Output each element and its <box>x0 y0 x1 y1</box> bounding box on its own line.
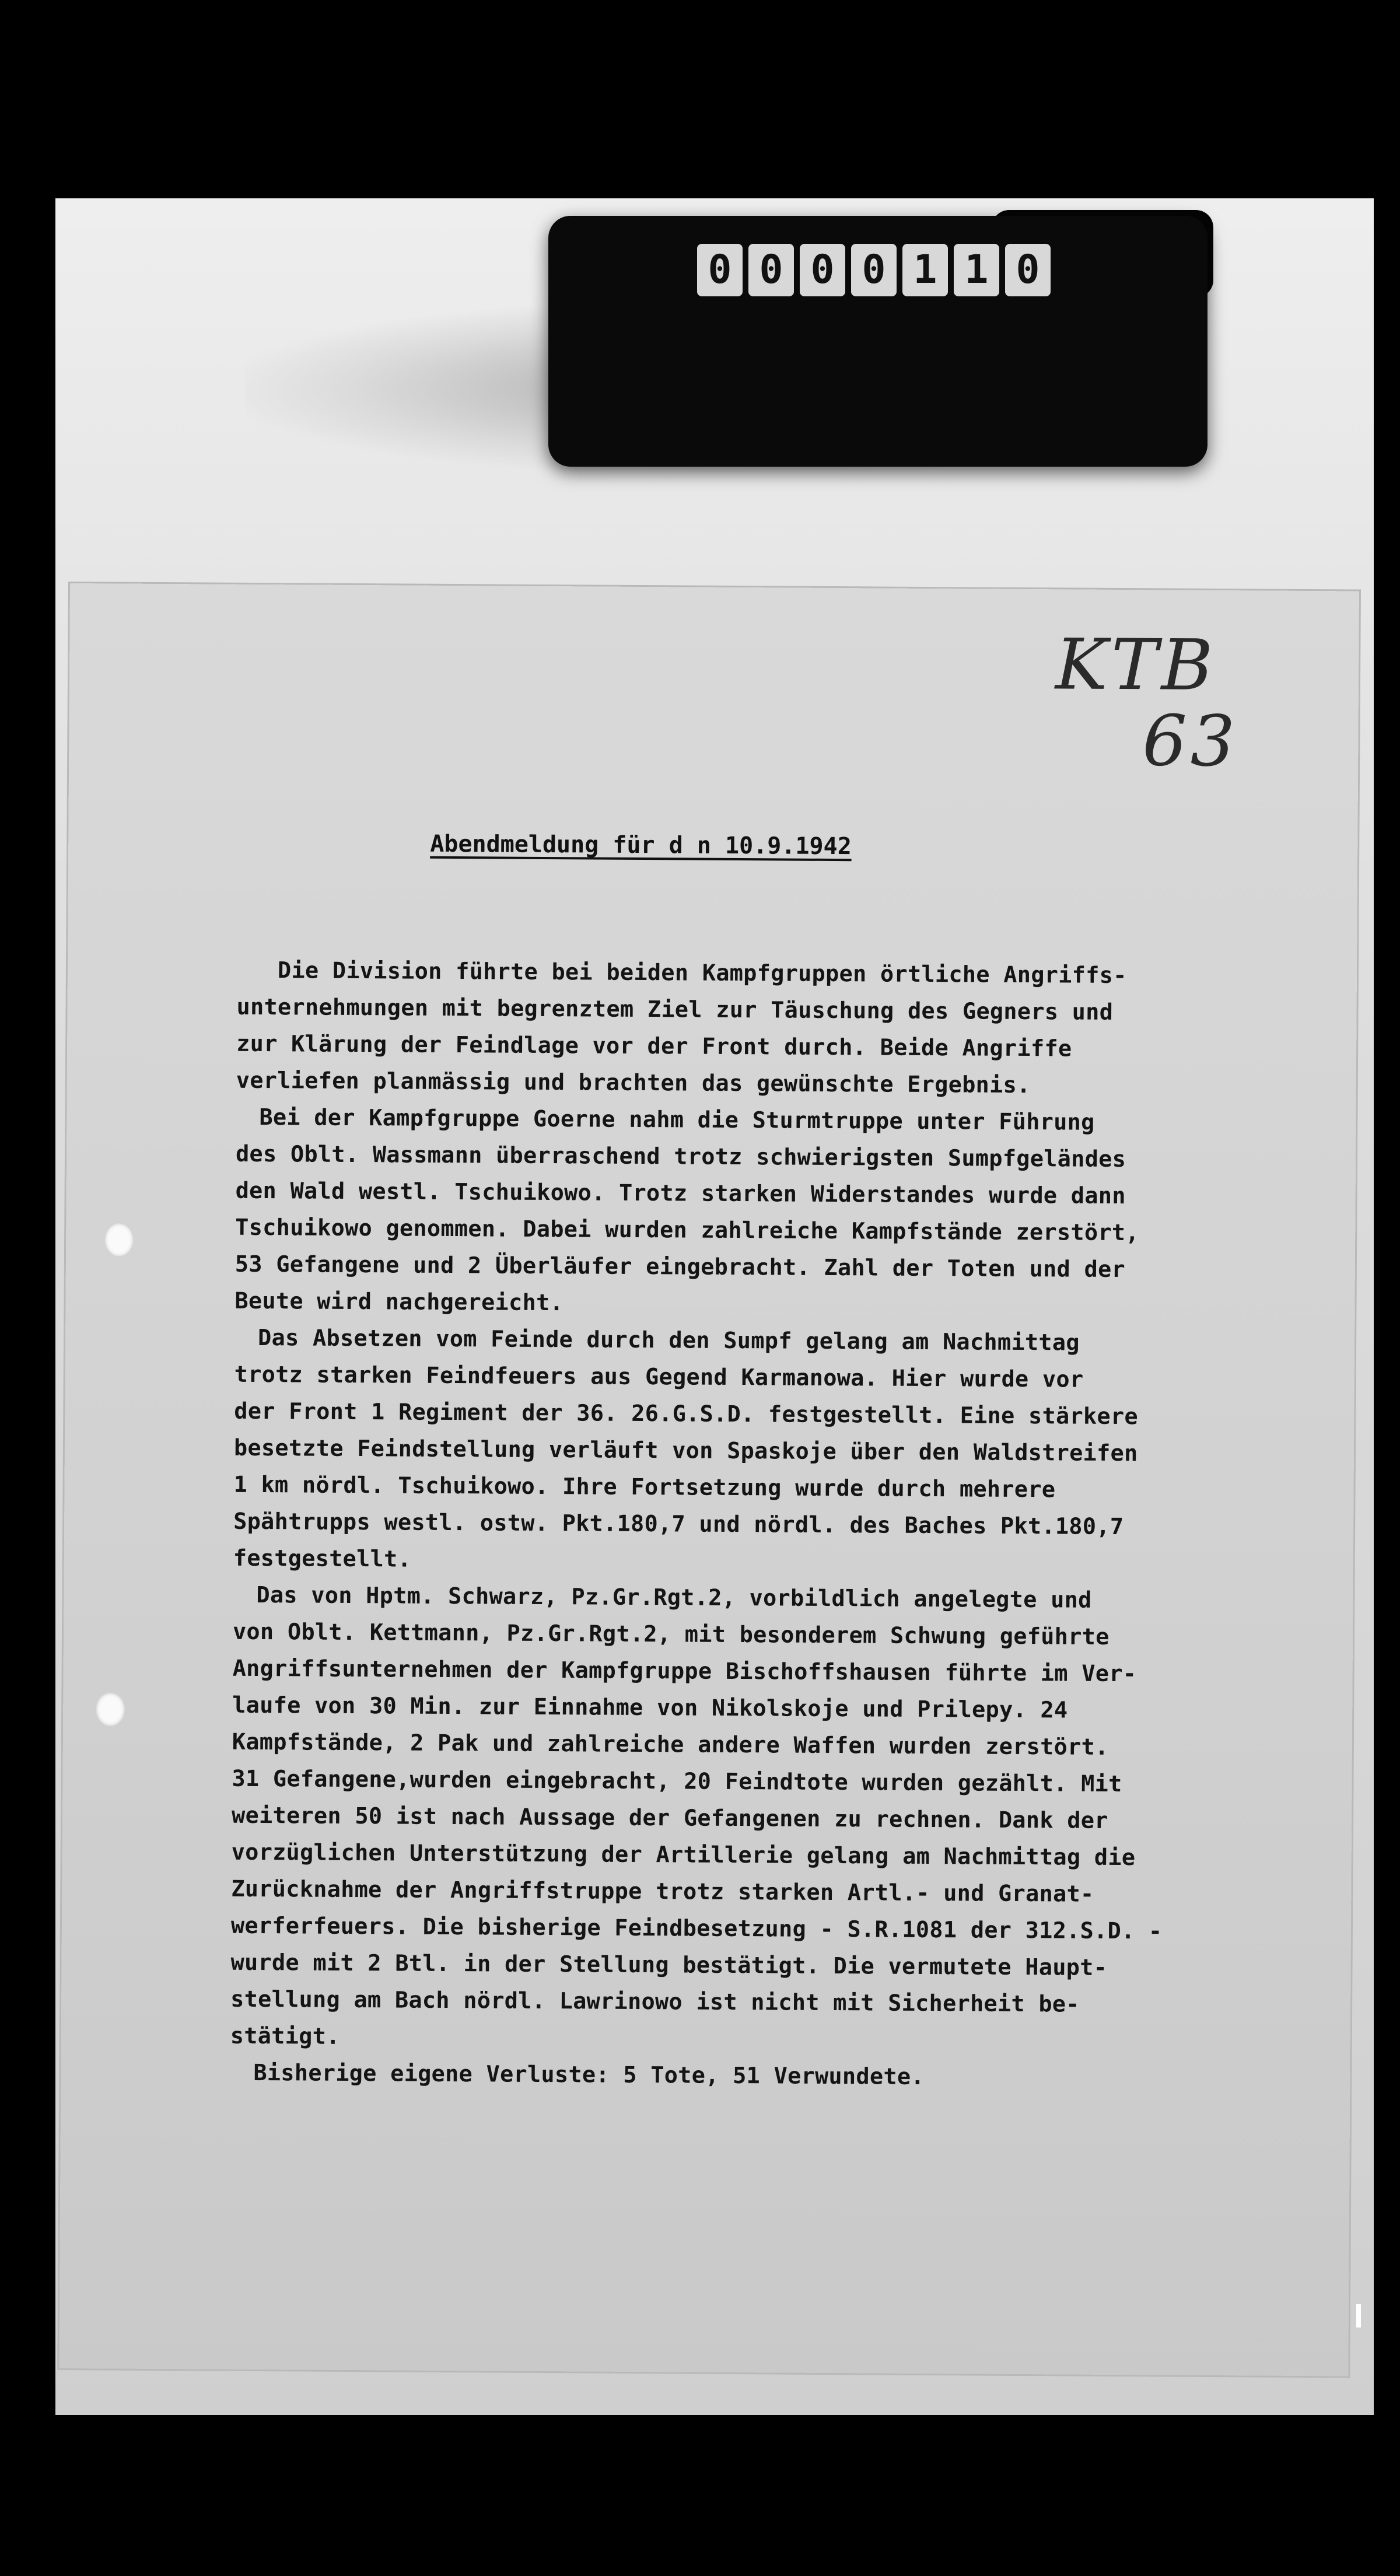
counter-digit: 0 <box>1005 244 1051 296</box>
body-line: laufe von 30 Min. zur Einnahme von Nikolskoje und Prilepy. 24 <box>232 1692 1068 1724</box>
body-line: 31 Gefangene,wurden eingebracht, 20 Feindtote wurden gezählt. Mit <box>232 1765 1122 1798</box>
body-line: Das Absetzen vom Feinde durch den Sumpf gelang am Nachmittag <box>257 1324 1080 1356</box>
punch-hole <box>95 1692 125 1727</box>
counter-digit: 0 <box>697 244 743 296</box>
body-line: Spähtrupps westl. ostw. Pkt.180,7 und nördl. des Baches Pkt.180,7 <box>233 1508 1124 1541</box>
body-line: verliefen planmässig und brachten das gewünschte Ergebnis. <box>236 1067 1031 1099</box>
body-line: vorzüglichen Unterstützung der Artillerie gelang am Nachmittag die <box>231 1839 1136 1871</box>
punch-hole <box>104 1222 134 1257</box>
body-line: trotz starken Feindfeuers aus Gegend Karmanowa. Hier wurde vor <box>234 1361 1084 1393</box>
body-line: der Front 1 Regiment der 36. 26.G.S.D. festgestellt. Eine stärkere <box>234 1398 1139 1430</box>
body-line: Tschuikowo genommen. Dabei wurden zahlreiche Kampfstände zerstört, <box>235 1214 1139 1247</box>
frame-counter-digits <box>697 244 1051 296</box>
document-body <box>230 952 1345 2098</box>
body-line: 53 Gefangene und 2 Überläufer eingebracht. Zahl der Toten und der <box>235 1251 1126 1283</box>
body-line: des Oblt. Wassmann überraschend trotz schwierigsten Sumpfgeländes <box>235 1140 1126 1173</box>
handwritten-series-label: KTB <box>1055 624 1217 707</box>
body-line: Angriffsunternehmen der Kampfgruppe Bischoffshausen führte im Ver- <box>232 1655 1137 1688</box>
body-line: stätigt. <box>230 2022 340 2050</box>
document-title: Abendmeldung für d n 10.9.1942 <box>430 830 852 860</box>
film-edge-mark <box>1356 2304 1361 2328</box>
body-line: Kampfstände, 2 Pak und zahlreiche andere Waffen wurden zerstört. <box>232 1728 1109 1760</box>
body-line: werferfeuers. Die bisherige Feindbesetzung - S.R.1081 der 312.S.D. - <box>230 1912 1163 1945</box>
counter-digit: 0 <box>748 244 794 296</box>
body-line: Die Division führte bei beiden Kampfgruppen örtliche Angriffs- <box>277 957 1127 989</box>
body-line: 1 km nördl. Tschuikowo. Ihre Fortsetzung wurde durch mehrere <box>233 1471 1056 1503</box>
counter-digit: 1 <box>902 244 948 296</box>
body-line: besetzte Feindstellung verläuft von Spaskoje über den Waldstreifen <box>233 1434 1138 1467</box>
body-line: den Wald westl. Tschuikowo. Trotz starken Widerstandes wurde dann <box>235 1177 1126 1210</box>
body-line: stellung am Bach nördl. Lawrinowo ist nicht mit Sicherheit be- <box>230 1986 1080 2018</box>
body-line: unternehmungen mit begrenztem Ziel zur Täuschung des Gegners und <box>236 993 1114 1026</box>
body-line: Das von Hptm. Schwarz, Pz.Gr.Rgt.2, vorbildlich angelegte und <box>256 1581 1092 1614</box>
handwritten-page-number: 63 <box>1142 701 1239 783</box>
body-line: Beute wird nachgereicht. <box>235 1287 564 1317</box>
body-line: festgestellt. <box>233 1545 412 1573</box>
body-line: wurde mit 2 Btl. in der Stellung bestätigt. Die vermutete Haupt- <box>230 1949 1108 1981</box>
body-line: Bisherige eigene Verluste: 5 Tote, 51 Verwundete. <box>253 2059 925 2090</box>
body-line: Bei der Kampfgruppe Goerne nahm die Sturmtruppe unter Führung <box>259 1104 1095 1136</box>
counter-digit: 0 <box>851 244 897 296</box>
document-page <box>59 583 1359 2376</box>
counter-digit: 1 <box>954 244 999 296</box>
body-line: von Oblt. Kettmann, Pz.Gr.Rgt.2, mit besonderem Schwung geführte <box>232 1618 1110 1650</box>
body-line: zur Klärung der Feindlage vor der Front durch. Beide Angriffe <box>236 1030 1072 1062</box>
counter-digit: 0 <box>800 244 845 296</box>
body-line: Zurücknahme der Angriffstruppe trotz starken Artl.- und Granat- <box>231 1875 1094 1908</box>
body-line: weiteren 50 ist nach Aussage der Gefangenen zu rechnen. Dank der <box>231 1802 1108 1834</box>
